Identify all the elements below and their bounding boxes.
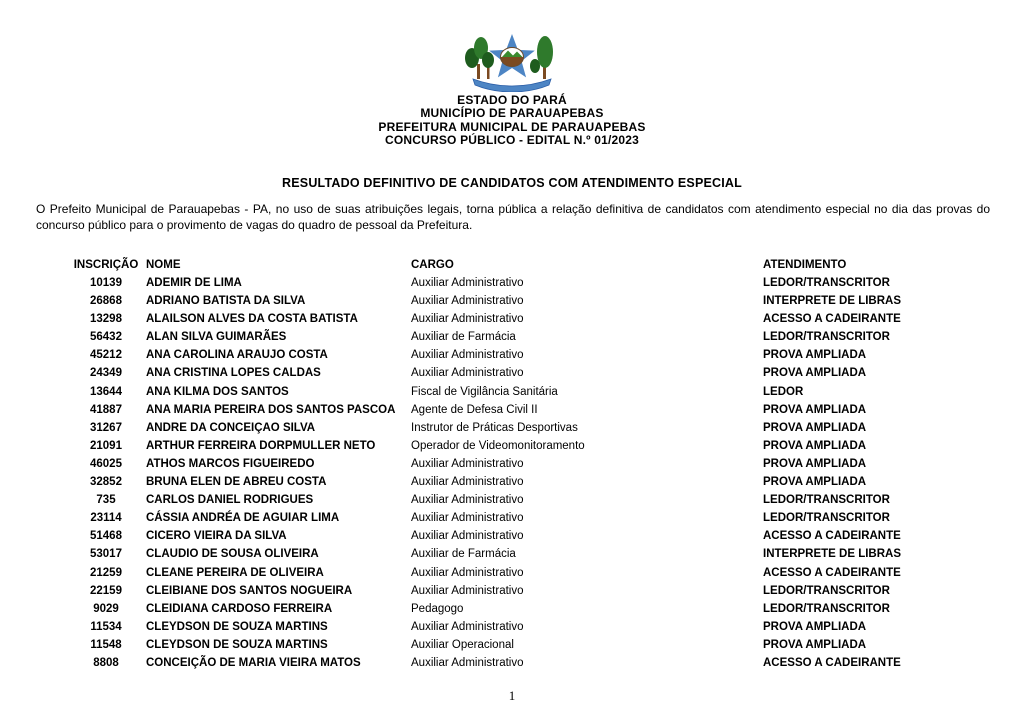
cell-atendimento: ACESSO A CADEIRANTE — [763, 566, 901, 579]
cell-cargo: Auxiliar de Farmácia — [411, 331, 516, 344]
cell-atendimento: INTERPRETE DE LIBRAS — [763, 548, 902, 561]
cell-atendimento: PROVA AMPLIADA — [763, 403, 867, 416]
cell-atendimento: LEDOR/TRANSCRITOR — [763, 602, 890, 615]
cell-nome: CÁSSIA ANDRÉA DE AGUIAR LIMA — [146, 512, 340, 525]
cell-atendimento: PROVA AMPLIADA — [763, 439, 867, 452]
cell-nome: ANA KILMA DOS SANTOS — [146, 385, 289, 398]
table-row — [68, 618, 1024, 636]
table-row — [68, 437, 1024, 455]
crest-emblem — [501, 48, 524, 67]
cell-cargo: Agente de Defesa Civil II — [411, 403, 538, 416]
cell-nome: BRUNA ELEN DE ABREU COSTA — [146, 476, 327, 489]
cell-inscricao: 51468 — [90, 530, 122, 543]
org-line-municipio: MUNICÍPIO DE PARAUAPEBAS — [420, 106, 604, 121]
cell-cargo: Auxiliar Administrativo — [411, 349, 524, 362]
cell-atendimento: LEDOR/TRANSCRITOR — [763, 512, 890, 525]
table-row — [68, 564, 1024, 582]
table-row — [68, 346, 1024, 364]
cell-inscricao: 53017 — [90, 548, 122, 561]
cell-atendimento: LEDOR/TRANSCRITOR — [763, 584, 890, 597]
cell-cargo: Auxiliar Administrativo — [411, 295, 524, 308]
coat-of-arms-svg — [457, 28, 567, 92]
cell-inscricao: 21091 — [90, 439, 122, 452]
cell-inscricao: 9029 — [93, 602, 119, 615]
cell-atendimento: PROVA AMPLIADA — [763, 638, 867, 651]
cell-nome: ADEMIR DE LIMA — [146, 277, 242, 289]
cell-inscricao: 11548 — [90, 638, 122, 651]
column-header-atendimento: ATENDIMENTO — [763, 259, 847, 271]
cell-cargo: Auxiliar Administrativo — [411, 457, 524, 470]
table-row — [68, 473, 1024, 491]
crest-banner — [473, 79, 551, 92]
cell-inscricao: 8808 — [93, 656, 119, 669]
cell-nome: CLAUDIO DE SOUSA OLIVEIRA — [146, 548, 319, 561]
cell-cargo: Auxiliar Administrativo — [411, 313, 524, 326]
cell-inscricao: 21259 — [90, 566, 122, 579]
column-header-inscricao: INSCRIÇÃO — [73, 259, 139, 271]
table-header-row — [68, 256, 1024, 274]
intro-paragraph: O Prefeito Municipal de Parauapebas - PA, no uso de suas atribuições legais, torna pública a relação definitiva de candidatos com atendimento especial no dia das provas do concurso público para o provimento de vagas do quadro de pessoal da Prefeitura. — [36, 202, 990, 232]
table-body — [68, 274, 1024, 672]
cell-nome: CLEYDSON DE SOUZA MARTINS — [146, 620, 328, 633]
cell-nome: CLEIBIANE DOS SANTOS NOGUEIRA — [146, 584, 353, 597]
cell-cargo: Auxiliar Operacional — [411, 638, 514, 651]
table-row — [68, 509, 1024, 527]
cell-nome: ANA CRISTINA LOPES CALDAS — [146, 367, 321, 380]
cell-nome: ARTHUR FERREIRA DORPMULLER NETO — [146, 439, 376, 452]
cell-atendimento: PROVA AMPLIADA — [763, 349, 867, 362]
cell-atendimento: LEDOR — [763, 385, 804, 398]
cell-cargo: Auxiliar Administrativo — [411, 476, 524, 489]
cell-nome: ATHOS MARCOS FIGUEIREDO — [146, 457, 315, 470]
page-number: 1 — [508, 688, 516, 703]
table-row — [68, 600, 1024, 618]
cell-atendimento: PROVA AMPLIADA — [763, 620, 867, 633]
cell-nome: ANDRE DA CONCEIÇAO SILVA — [146, 421, 316, 434]
table-row — [68, 527, 1024, 545]
table-row — [68, 328, 1024, 346]
parauapebas-coat-of-arms-icon — [457, 28, 567, 92]
cell-atendimento: LEDOR/TRANSCRITOR — [763, 494, 890, 507]
table-row — [68, 274, 1024, 292]
cell-atendimento: INTERPRETE DE LIBRAS — [763, 295, 902, 308]
cell-inscricao: 11534 — [90, 620, 122, 633]
cell-inscricao: 13298 — [90, 313, 122, 326]
org-line-concurso: CONCURSO PÚBLICO - EDITAL N.º 01/2023 — [384, 133, 640, 148]
cell-atendimento: ACESSO A CADEIRANTE — [763, 530, 901, 543]
cell-atendimento: PROVA AMPLIADA — [763, 367, 867, 380]
cell-inscricao: 45212 — [90, 349, 122, 362]
cell-cargo: Auxiliar Administrativo — [411, 530, 524, 543]
cell-cargo: Auxiliar Administrativo — [411, 494, 524, 507]
org-line-prefeitura: PREFEITURA MUNICIPAL DE PARAUAPEBAS — [378, 119, 646, 134]
column-header-cargo: CARGO — [411, 259, 454, 271]
table-row — [68, 582, 1024, 600]
cell-cargo: Fiscal de Vigilância Sanitária — [411, 385, 558, 398]
crest-right-trees — [530, 36, 553, 79]
table-row — [68, 310, 1024, 328]
cell-nome: CLEIDIANA CARDOSO FERREIRA — [146, 602, 333, 615]
cell-cargo: Auxiliar Administrativo — [411, 656, 524, 669]
cell-nome: ANA MARIA PEREIRA DOS SANTOS PASCOA — [146, 403, 396, 416]
table-row — [68, 455, 1024, 473]
cell-cargo: Auxiliar Administrativo — [411, 566, 524, 579]
cell-atendimento: LEDOR/TRANSCRITOR — [763, 331, 890, 344]
cell-nome: ANA CAROLINA ARAUJO COSTA — [146, 349, 328, 362]
cell-cargo: Auxiliar Administrativo — [411, 277, 524, 289]
table-row — [68, 636, 1024, 654]
cell-inscricao: 13644 — [90, 385, 122, 398]
crest-left-trees — [465, 37, 494, 79]
cell-nome: ADRIANO BATISTA DA SILVA — [146, 295, 306, 308]
cell-cargo: Auxiliar Administrativo — [411, 367, 524, 380]
cell-nome: CLEANE PEREIRA DE OLIVEIRA — [146, 566, 324, 579]
cell-cargo: Auxiliar Administrativo — [411, 620, 524, 633]
cell-cargo: Auxiliar Administrativo — [411, 512, 524, 525]
cell-inscricao: 24349 — [90, 367, 122, 380]
cell-nome: CONCEIÇÃO DE MARIA VIEIRA MATOS — [146, 656, 361, 669]
cell-cargo: Auxiliar Administrativo — [411, 584, 524, 597]
cell-cargo: Operador de Videomonitoramento — [411, 439, 585, 452]
cell-atendimento: ACESSO A CADEIRANTE — [763, 313, 901, 326]
cell-nome: CICERO VIEIRA DA SILVA — [146, 530, 287, 543]
column-header-nome: NOME — [146, 259, 181, 271]
table-row — [68, 383, 1024, 401]
cell-inscricao: 22159 — [90, 584, 122, 597]
org-line-estado: ESTADO DO PARÁ — [457, 93, 567, 107]
cell-inscricao: 46025 — [90, 457, 122, 470]
table-row — [68, 401, 1024, 419]
cell-atendimento: ACESSO A CADEIRANTE — [763, 656, 901, 669]
cell-inscricao: 56432 — [90, 331, 122, 344]
table-row — [68, 491, 1024, 509]
table-row — [68, 654, 1024, 672]
cell-inscricao: 31267 — [90, 421, 122, 434]
table-row — [68, 364, 1024, 382]
cell-cargo: Auxiliar de Farmácia — [411, 548, 516, 561]
cell-atendimento: PROVA AMPLIADA — [763, 476, 867, 489]
document-title: RESULTADO DEFINITIVO DE CANDIDATOS COM ATENDIMENTO ESPECIAL — [282, 176, 742, 190]
table-row — [68, 292, 1024, 310]
candidates-table — [68, 256, 1024, 672]
cell-nome: ALAILSON ALVES DA COSTA BATISTA — [146, 313, 358, 326]
table-row — [68, 419, 1024, 437]
cell-inscricao: 26868 — [90, 295, 122, 308]
cell-atendimento: LEDOR/TRANSCRITOR — [763, 277, 890, 289]
cell-inscricao: 23114 — [90, 512, 122, 525]
cell-inscricao: 10139 — [90, 277, 122, 289]
cell-cargo: Pedagogo — [411, 602, 464, 615]
cell-inscricao: 32852 — [90, 476, 122, 489]
table-row — [68, 545, 1024, 563]
cell-nome: CARLOS DANIEL RODRIGUES — [146, 494, 314, 507]
cell-inscricao: 735 — [96, 494, 116, 507]
cell-atendimento: PROVA AMPLIADA — [763, 457, 867, 470]
cell-nome: ALAN SILVA GUIMARÃES — [146, 331, 287, 344]
cell-nome: CLEYDSON DE SOUZA MARTINS — [146, 638, 328, 651]
org-header — [0, 94, 1024, 148]
cell-atendimento: PROVA AMPLIADA — [763, 421, 867, 434]
cell-inscricao: 41887 — [90, 403, 122, 416]
cell-cargo: Instrutor de Práticas Desportivas — [411, 421, 578, 434]
